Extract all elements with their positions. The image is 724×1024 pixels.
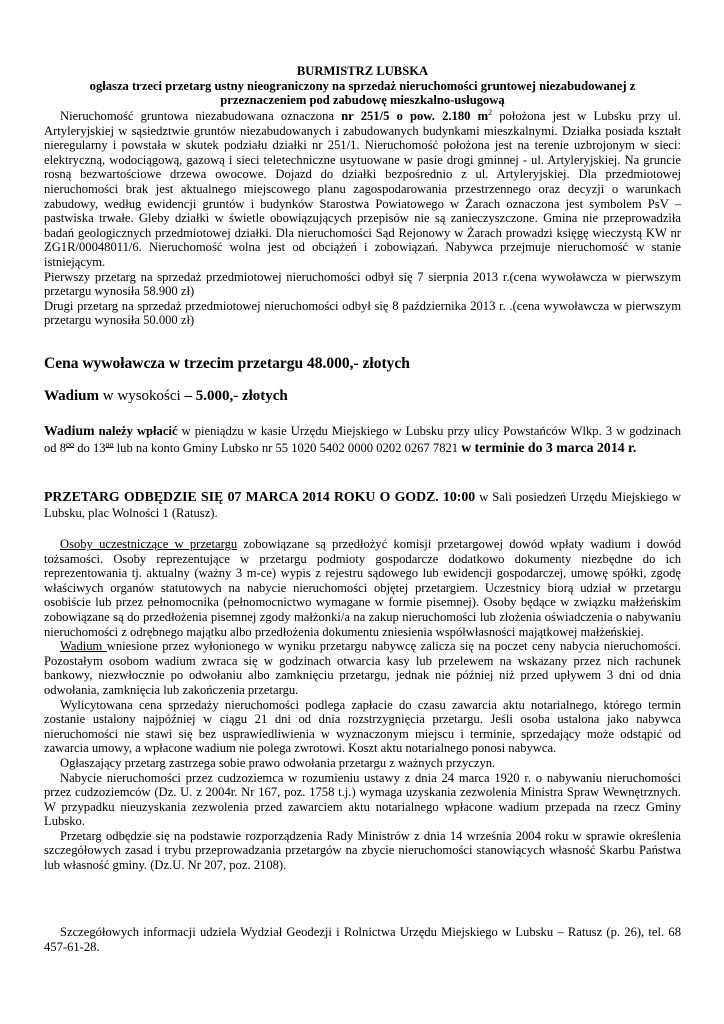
document-title: BURMISTRZ LUBSKA bbox=[296, 64, 429, 78]
price-section bbox=[44, 354, 681, 373]
intro-text-start: Nieruchomość gruntowa niezabudowana oznaczona bbox=[60, 109, 342, 123]
rules-section bbox=[44, 537, 681, 873]
second-auction-note: Drugi przetarg na sprzedaż przedmiotowej nieruchomości odbył się 8 października 2013 r. .(cena wywoławcza w pierwszym przetargu wynosiła 50.000 zł) bbox=[44, 298, 681, 328]
area-unit-superscript: 2 bbox=[488, 107, 493, 117]
contact-info: Szczegółowych informacji udziela Wydział Geodezji i Rolnictwa Urzędu Miejskiego w Lubsku – Ratusz (p. 26), tel. 68 457-61-28. bbox=[44, 925, 681, 954]
payment-hours-sup-1: oo bbox=[66, 439, 75, 449]
deposit-amount bbox=[44, 387, 681, 406]
payment-deposit-word: Wadium bbox=[44, 423, 95, 438]
rule-payment: Wylicytowana cena sprzedaży nieruchomości podlega zapłacie do czasu zawarcia aktu notarialnego, którego termin zostanie ustalony najpóźniej w ciągu 21 dni od dnia rozstrzygnięcia przetargu. Jeśli osoba ustalona jako nabywca nieruchomości nie stawi się bez usprawiedliwienia w wyznaczonym miejscu i terminie, sprzedający może odstąpić od zawarcia umowy, a wpłacone wadium nie polega zwrotowi. Koszt aktu notarialnego ponosi nabywca. bbox=[44, 697, 681, 756]
payment-account: lub na konto Gminy Lubsko nr 55 1020 5402 0000 0202 0267 7821 bbox=[113, 440, 462, 455]
deposit-rule-label: Wadium bbox=[60, 639, 107, 654]
property-description bbox=[44, 109, 681, 328]
rule-legal-basis: Przetarg odbędzie się na podstawie rozporządzenia Rady Ministrów z dnia 14 września 2004 roku w sprawie określenia szczegółowych zasad i trybu przeprowadzania przetargów na zbycie nieruchomości stanowiących własność Skarbu Państwa lub własność gminy. (Dz.U. Nr 207, poz. 2108). bbox=[44, 828, 681, 873]
deposit-label: Wadium bbox=[44, 388, 100, 404]
deposit-value: – 5.000,- złotych bbox=[184, 388, 288, 404]
auction-date-section bbox=[44, 489, 681, 520]
payment-deadline: w terminie do 3 marca 2014 r. bbox=[461, 439, 637, 455]
rule-foreigners: Nabycie nieruchomości przez cudzoziemca w rozumieniu ustawy z dnia 24 marca 1920 r. o nabywaniu nieruchomości przez cudzoziemców (Dz. U. z 2004r. Nr 167, poz. 1758 t.j.) wymaga uzyskania zezwolenia Ministra Spraw Wewnętrznych. W przypadku nieuzyskania zezwolenia przed zawarciem aktu notarialnego wpłacone wadium przepada na rzecz Gminy Lubsko. bbox=[44, 770, 681, 829]
deposit-label-middle: w wysokości bbox=[99, 388, 185, 404]
auction-location: w Sali posiedzeń Urzędu Miejskiego w Lubsku, plac Wolności 1 (Ratusz). bbox=[44, 490, 681, 520]
first-auction-note: Pierwszy przetarg na sprzedaż przedmiotowej nieruchomości odbył się 7 sierpnia 2013 r.(cena wywoławcza w pierwszym przetargu wynosiła 58.900 zł) bbox=[44, 269, 681, 299]
header bbox=[44, 64, 681, 108]
starting-price: Cena wywoławcza w trzecim przetargu 48.000,- złotych bbox=[44, 355, 410, 372]
payment-text-2: do 13 bbox=[74, 440, 106, 455]
intro-paragraph bbox=[44, 109, 681, 270]
rule-deposit bbox=[44, 639, 681, 697]
document-subtitle: ogłasza trzeci przetarg ustny nieograniczony na sprzedaż nieruchomości gruntowej niezabudowanej z przeznaczeniem pod zabudowę mieszkalno-usługową bbox=[89, 78, 636, 108]
payment-must-pay: należy wpłacić bbox=[94, 424, 178, 438]
payment-section bbox=[44, 423, 681, 456]
intro-text-rest: położona jest w Lubsku przy ul. Artyleryjskiej w sąsiedztwie gruntów niezabudowanych i zabudowanych budynkami mieszkalnymi. Działka posiada kształt nieregularny i powstała w skutek podziału działki nr 251/1. Nieruchomość położona jest na terenie uzbrojonym w sieci: elektryczną, wodociągową, gazową i sieci teletechniczne usytuowane w pasie drogi gminnej - ul. Artyleryjskiej. Na gruncie rosną bezwartościowe drzewa owocowe. Dojazd do działki bezpośrednio z ul. Artyleryjskiej. Dla przedmiotowej nieruchomości brak jest aktualnego miejscowego planu zagospodarowania przestrzennego oraz decyzji o warunkach zabudowy, według ewidencji gruntów i budynków Starostwa Powiatowego w Żarach oznaczona jest symbolem PsV – pastwiska trwałe. Gleby działki w świetle obowiązujących przepisów nie są zanieczyszczone. Gmina nie przeprowadziła badań geologicznych przedmiotowej działki. Dla nieruchomości Sąd Rejonowy w Żarach prowadzi księgę wieczystą KW nr ZG1R/00048011/6. Nieruchomość wolna jest od obciążeń i zobowiązań. Nabywca przejmuje nieruchomość w stanie istniejącym. bbox=[44, 109, 681, 269]
rule-participants bbox=[44, 537, 681, 639]
auction-date-heading: PRZETARG ODBĘDZIE SIĘ 07 MARCA 2014 ROKU O GODZ. 10:00 bbox=[44, 489, 476, 504]
payment-hours-sup-2: oo bbox=[105, 439, 114, 449]
participants-text: zobowiązane są przedłożyć komisji przetargowej dowód wpłaty wadium i dowód tożsamości. Osoby reprezentujące w przetargu podmioty gospodarcze dodatkowo dokumenty niezbędne do ich reprezentowania tj. aktualny (ważny 3 m-ce) wypis z rejestru sądowego lub ewidencji gospodarczej, umowę spółki, zgodę właściwych organów statutowych na nabycie nieruchomości objętej przetargiem. Uczestnicy biorą udział w przetargu osobiście lub przez pełnomocnika (pełnomocnictwo wymagane w formie pisemnej). Osoby będące w związku małżeńskim zobowiązane są do przedłożenia pisemnej zgody małżonki/a na zakup nieruchomości lub złożenia oświadczenia o nabywaniu nieruchomości z odrębnego majątku albo przedłożenia dokumentu zniesienia współwłasności majątkowej małżeńskiej. bbox=[44, 537, 681, 639]
payment-text-1: w pieniądzu w kasie Urzędu Miejskiego w Lubsku przy ulicy Powstańców Wlkp. 3 w godzinach od 8 bbox=[44, 424, 681, 455]
payment-instructions bbox=[44, 423, 681, 456]
contact-section bbox=[44, 925, 681, 954]
deposit-section bbox=[44, 387, 681, 406]
auction-date bbox=[44, 489, 681, 520]
rule-cancellation: Ogłaszający przetarg zastrzega sobie prawo odwołania przetargu z ważnych przyczyn. bbox=[60, 755, 496, 770]
deposit-rule-text: wniesione przez wyłonionego w wyniku przetargu nabywcę zalicza się na poczet ceny nabycia nieruchomości. Pozostałym osobom wadium zwraca się w godzinach otwarcia kasy lub przelewem na wskazany przez nich rachunek bankowy, niezwłocznie po odwołaniu albo zamknięciu przetargu, jednak nie później niż przed upływem 3 dni od dnia odwołania, zamknięcia lub zakończenia przetargu. bbox=[44, 639, 681, 697]
participants-label: Osoby uczestniczące w przetargu bbox=[60, 537, 238, 551]
plot-number-area: nr 251/5 o pow. 2.180 m bbox=[341, 109, 489, 123]
